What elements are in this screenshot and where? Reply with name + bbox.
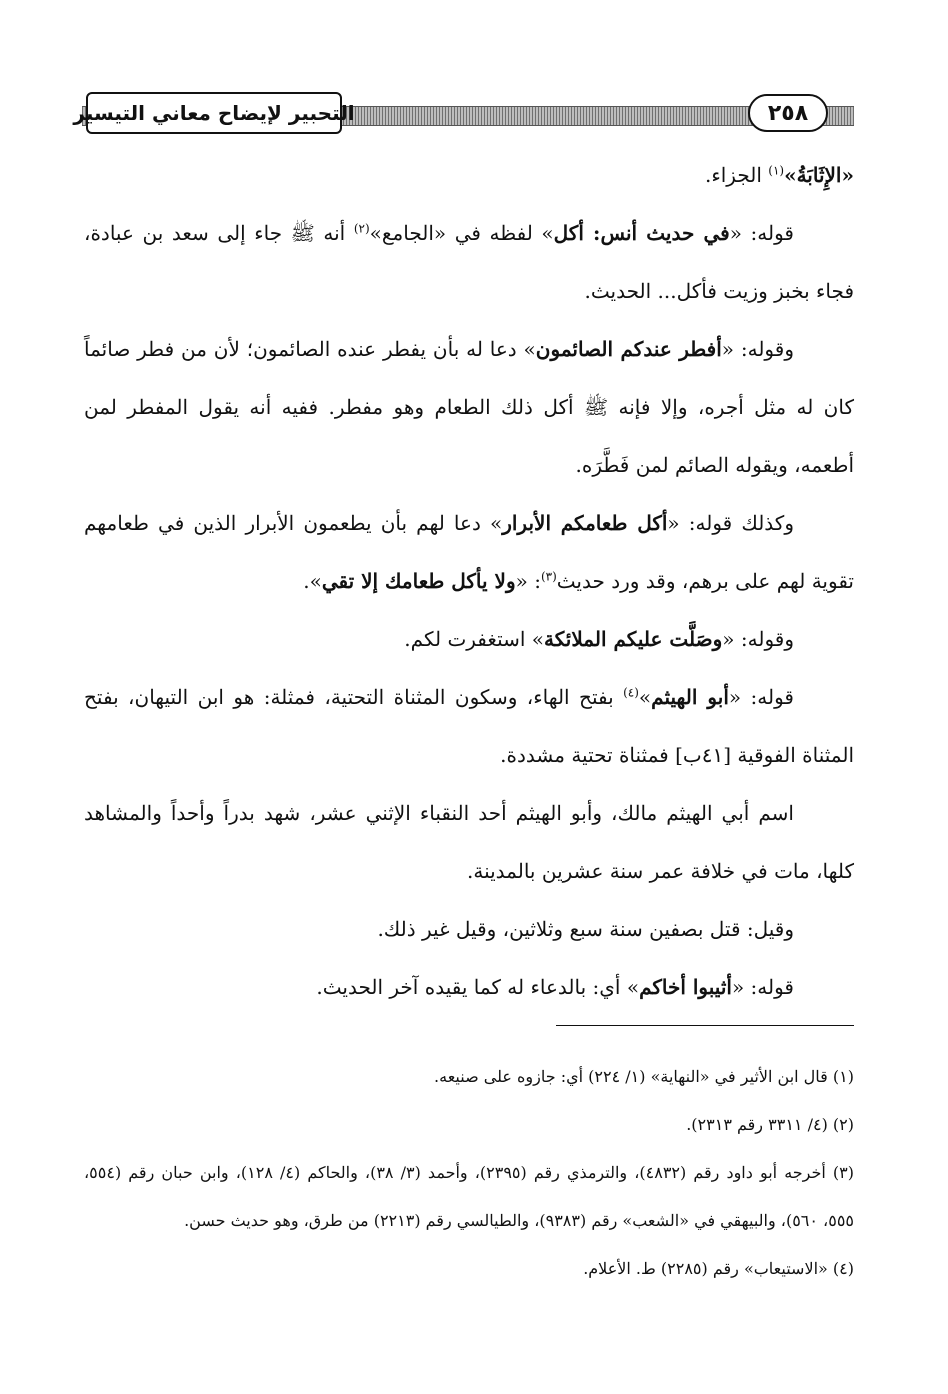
paragraph-8: وقيل: قتل بصفين سنة سبع وثلاثين، وقيل غير ذلك. (377, 917, 794, 941)
paragraph-text: قوله: « (731, 975, 794, 999)
paragraph-1 (84, 146, 854, 204)
quoted-phrase: أبو الهيثم (651, 685, 729, 709)
paragraph-text: بفتح الهاء، وسكون المثناة التحتية، فمثلة: هو ابن التيهان، بفتح المثناة الفوقية [٤١ب] فمثناة تحتية مشددة. (84, 685, 854, 767)
paragraph-text: » (638, 685, 652, 709)
paragraph-6 (84, 668, 854, 784)
paragraph-text: » لفظه في «الجامع» (369, 221, 554, 245)
term-ithaba: «الإِثَابَةُ» (784, 163, 854, 187)
footnotes (84, 1053, 854, 1293)
quoted-phrase: في حديث أنس: أكل (553, 221, 730, 245)
footnote-ref-3: (٣) (540, 569, 557, 584)
paragraph-text: قوله: « (729, 221, 794, 245)
paragraph-text: أنه ﷺ جاء إلى سعد بن عبادة، فجاء بخبز وزيت فأكل... الحديث. (84, 221, 854, 303)
paragraph-7: اسم أبي الهيثم مالك، وأبو الهيثم أحد النقباء الإثني عشر، شهد بدراً وأحداً والمشاهد كلها، مات في خلافة عمر سنة عشرين بالمدينة. (84, 801, 854, 883)
paragraph-text: الجزاء. (704, 163, 769, 187)
paragraph-text: : « (515, 569, 541, 593)
paragraph-text: قوله: « (728, 685, 794, 709)
paragraph-text: وقوله: « (722, 627, 794, 651)
quoted-phrase: أثيبوا أخاكم (639, 975, 732, 999)
quoted-phrase: أفطر عندكم الصائمون (535, 337, 722, 361)
footnote-4: (٤) «الاستيعاب» رقم (٢٢٨٥) ط. الأعلام. (583, 1259, 854, 1278)
paragraph-text: » دعا لهم بأن يطعمون الأبرار الذين في طعامهم تقوية لهم على برهم، وقد ورد حديث (84, 511, 854, 593)
paragraph-text: وكذلك قوله: « (667, 511, 794, 535)
paragraph-5 (84, 610, 854, 668)
paragraph-2 (84, 204, 854, 320)
footnote-3: (٣) أخرجه أبو داود رقم (٤٨٣٢)، والترمذي رقم (٢٣٩٥)، وأحمد (٣/ ٣٨)، والحاكم (٤/ ١٢٨)، وابن حبان رقم (٥٥٤، ٥٥٥، ٥٦٠)، والبيهقي في «الشعب» رقم (٩٣٨٣)، والطيالسي رقم (٢٢١٣) من طرق، وهو حديث حسن. (84, 1163, 854, 1230)
footnote-ref-4: (٤) (623, 685, 639, 700)
page-number: ٢٥٨ (748, 94, 828, 132)
paragraph-text: » استغفرت لكم. (404, 627, 545, 651)
paragraph-text: » أي: بالدعاء له كما يقيده آخر الحديث. (316, 975, 640, 999)
paragraph-text: » دعا له بأن يفطر عنده الصائمون؛ لأن من فطر صائماً كان له مثل أجره، وإلا فإنه ﷺ أكل ذلك الطعام وهو مفطر. ففيه أنه يقول المفطر لمن أطعمه، ويقوله الصائم لمن فَطَّرَه. (84, 337, 854, 477)
paragraph-9 (84, 958, 854, 1016)
paragraph-3 (84, 320, 854, 494)
footnote-ref-1: (١) (768, 163, 785, 178)
quoted-phrase: ولا يأكل طعامك إلا تقي (321, 569, 516, 593)
paragraph-text: ». (303, 569, 322, 593)
paragraph-4 (84, 494, 854, 610)
quoted-phrase: أكل طعامكم الأبرار (502, 511, 668, 535)
footnote-1: (١) قال ابن الأثير في «النهاية» (١/ ٢٢٤) أي: جازوه على صنيعه. (434, 1067, 854, 1086)
footnote-ref-2: (٢) (353, 221, 370, 236)
quoted-phrase: وصَلَّت عليكم الملائكة (544, 627, 723, 651)
footnote-separator (556, 1025, 854, 1026)
main-text (84, 146, 854, 1016)
page-header (73, 92, 854, 138)
footnote-2: (٢) (٤/ ٣٣١١ رقم ٢٣١٣). (686, 1115, 854, 1134)
book-title: التحبير لإيضاح معاني التيسير (86, 92, 342, 134)
paragraph-text: وقوله: « (721, 337, 794, 361)
